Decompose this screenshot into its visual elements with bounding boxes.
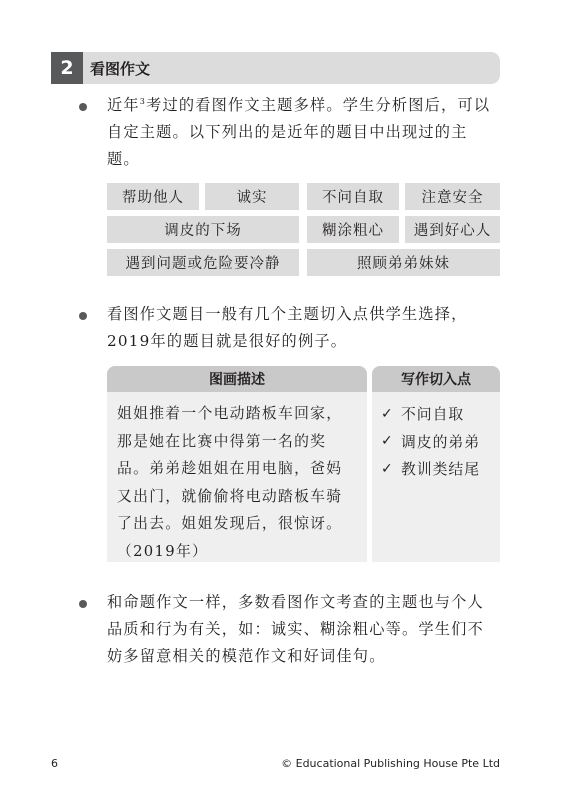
list-item: ✓ 不问自取 xyxy=(381,405,465,424)
bullet-dot xyxy=(79,103,87,111)
check-icon: ✓ xyxy=(381,433,394,450)
writing-points-list xyxy=(381,400,480,483)
bullet-dot xyxy=(79,312,87,320)
copyright: © Educational Publishing House Pte Ltd xyxy=(281,757,500,770)
list-item: ✓ 调皮的弟弟 xyxy=(381,433,480,451)
theme-tag: 帮助他人 xyxy=(107,183,199,210)
bullet-paragraph-2: 看图作文题目一般有几个主题切入点供学生选择，2019年的题目就是很好的例子。 xyxy=(107,305,468,350)
section-number: 2 xyxy=(51,52,83,84)
section-header xyxy=(51,52,500,84)
check-icon: ✓ xyxy=(381,460,394,477)
table-header-description: 图画描述 xyxy=(107,366,367,392)
list-item: ✓ 教训类结尾 xyxy=(381,460,480,479)
theme-tag: 遇到问题或危险要冷静 xyxy=(107,249,299,276)
theme-tag: 注意安全 xyxy=(405,183,500,210)
theme-tag: 调皮的下场 xyxy=(107,216,299,243)
footnote-marker: 3 xyxy=(139,96,147,106)
picture-description: 姐姐推着一个电动踏板车回家，那是她在比赛中得第一名的奖品。弟弟趁姐姐在用电脑，爸妈又出门，就偷偷将电动踏板车骑了出去。姐姐发现后，很惊讶。（2019年） xyxy=(117,405,343,560)
bullet-dot xyxy=(79,600,87,608)
theme-tag: 不问自取 xyxy=(307,183,399,210)
theme-tag: 照顾弟弟妹妹 xyxy=(307,249,500,276)
page-number: 6 xyxy=(51,757,58,770)
bullet-paragraph-1: 近年$^3$考过的看图作文主题多样。学生分析图后，可以自定主题。以下列出的是近年的题目中出现过的主题。 xyxy=(107,96,491,168)
section-title: 看图作文 xyxy=(90,59,151,78)
theme-tag: 糊涂粗心 xyxy=(307,216,399,243)
table-header-points: 写作切入点 xyxy=(372,366,500,392)
theme-tag: 遇到好心人 xyxy=(405,216,500,243)
theme-tag: 诚实 xyxy=(205,183,299,210)
bullet-paragraph-3: 和命题作文一样，多数看图作文考查的主题也与个人品质和行为有关，如：诚实、糊涂粗心等。学生们不妨多留意相关的模范作文和好词佳句。 xyxy=(107,593,484,665)
check-icon: ✓ xyxy=(381,405,394,422)
